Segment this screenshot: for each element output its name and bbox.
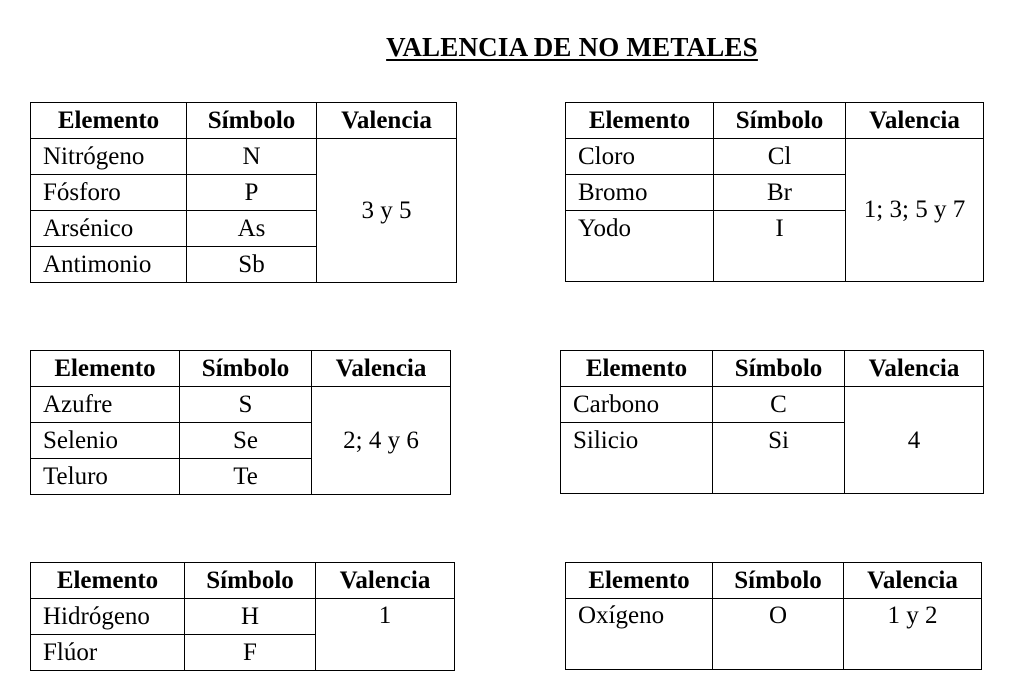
header-element: Elemento <box>566 563 713 599</box>
valence-value: 3 y 5 <box>317 139 457 283</box>
header-symbol: Símbolo <box>713 351 845 387</box>
table-row <box>566 599 982 670</box>
element-name: Bromo <box>566 175 714 211</box>
element-symbol: H <box>185 599 316 635</box>
element-name: Hidrógeno <box>31 599 185 635</box>
header-valence: Valencia <box>844 563 982 599</box>
element-symbol: I <box>714 211 846 247</box>
valence-value: 1 <box>316 599 455 671</box>
element-name: Fósforo <box>31 175 187 211</box>
header-valence: Valencia <box>316 563 455 599</box>
element-symbol: F <box>185 635 316 671</box>
element-symbol: As <box>187 211 317 247</box>
header-symbol: Símbolo <box>714 103 846 139</box>
element-symbol: P <box>187 175 317 211</box>
table-row <box>31 139 457 175</box>
element-name: Flúor <box>31 635 185 671</box>
element-symbol: Cl <box>714 139 846 175</box>
valence-table-nitrogen-group <box>30 102 457 283</box>
valence-value: 1 y 2 <box>844 599 982 670</box>
element-symbol: Sb <box>187 247 317 283</box>
element-symbol: Se <box>180 423 312 459</box>
valence-table-halogen-group <box>565 102 984 282</box>
valence-table-oxygen <box>565 562 982 670</box>
element-name: Nitrógeno <box>31 139 187 175</box>
element-name: Yodo <box>566 211 714 247</box>
table-row <box>31 387 451 423</box>
header-element: Elemento <box>31 103 187 139</box>
element-name: Silicio <box>561 423 713 459</box>
valence-value: 1; 3; 5 y 7 <box>846 139 984 282</box>
element-name: Carbono <box>561 387 713 423</box>
header-valence: Valencia <box>846 103 984 139</box>
element-name: Cloro <box>566 139 714 175</box>
valence-value: 2; 4 y 6 <box>312 387 451 495</box>
header-valence: Valencia <box>317 103 457 139</box>
element-symbol: C <box>713 387 845 423</box>
element-symbol: Br <box>714 175 846 211</box>
element-name: Oxígeno <box>566 599 713 670</box>
valence-table-chalcogen-group <box>30 350 451 495</box>
header-element: Elemento <box>31 351 180 387</box>
header-symbol: Símbolo <box>180 351 312 387</box>
element-symbol: Si <box>713 423 845 459</box>
page-title: VALENCIA DE NO METALES <box>386 32 758 62</box>
element-name: Antimonio <box>31 247 187 283</box>
element-symbol: Te <box>180 459 312 495</box>
table-row <box>31 599 455 635</box>
header-valence: Valencia <box>845 351 984 387</box>
valence-table-carbon-group <box>560 350 984 494</box>
element-name: Selenio <box>31 423 180 459</box>
header-valence: Valencia <box>312 351 451 387</box>
header-symbol: Símbolo <box>187 103 317 139</box>
table-row <box>566 139 984 175</box>
valence-table-monovalent-group <box>30 562 455 671</box>
element-symbol: N <box>187 139 317 175</box>
element-symbol: O <box>713 599 844 670</box>
header-element: Elemento <box>31 563 185 599</box>
header-element: Elemento <box>566 103 714 139</box>
element-name: Teluro <box>31 459 180 495</box>
header-symbol: Símbolo <box>185 563 316 599</box>
header-symbol: Símbolo <box>713 563 844 599</box>
element-name: Azufre <box>31 387 180 423</box>
table-row <box>561 387 984 423</box>
valence-value: 4 <box>845 387 984 494</box>
element-name: Arsénico <box>31 211 187 247</box>
header-element: Elemento <box>561 351 713 387</box>
element-symbol: S <box>180 387 312 423</box>
